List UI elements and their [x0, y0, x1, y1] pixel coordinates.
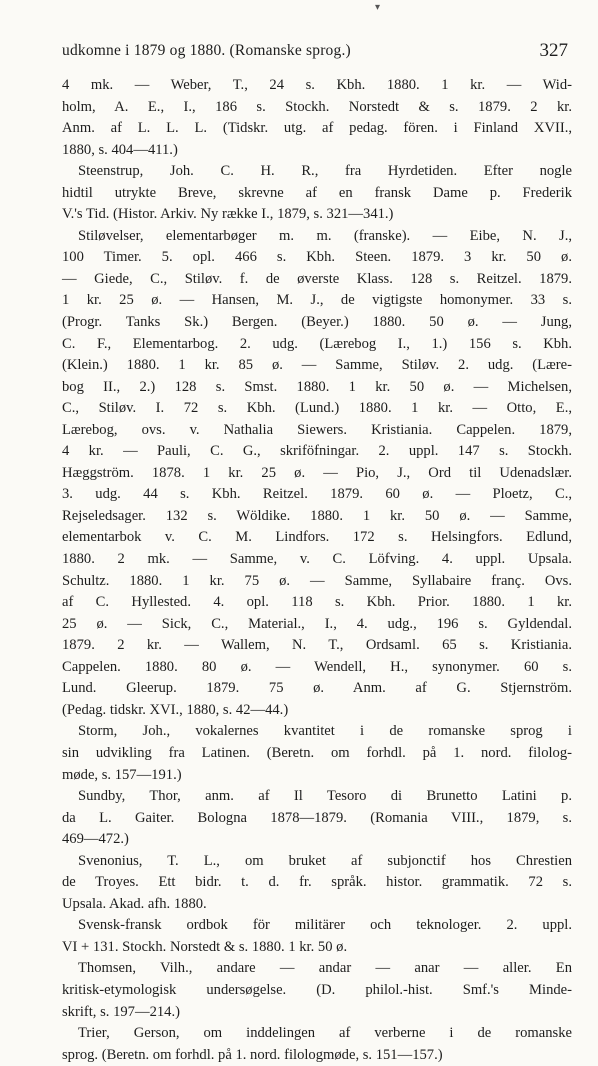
- text-line: Svensk-fransk ordbok för militärer och teknologer. 2. uppl.: [78, 917, 572, 934]
- text-line: 1880. 2 mk. — Samme, v. C. Löfving. 4. uppl. Upsala.: [62, 551, 572, 568]
- text-line: sin udvikling fra Latinen. (Beretn. om forhdl. på 1. nord. filolog-: [62, 744, 572, 761]
- text-line: 100 Timer. 5. opl. 466 s. Kbh. Steen. 1879. 3 kr. 50 ø.: [62, 249, 572, 266]
- text-line: Schultz. 1880. 1 kr. 75 ø. — Samme, Syllabaire franç. Ovs.: [62, 572, 572, 589]
- caret-mark-icon: ▾: [375, 2, 381, 13]
- text-line: elementarbok v. C. M. Lindfors. 172 s. Helsingfors. Edlund,: [62, 529, 572, 546]
- text-line: sprog. (Beretn. om forhdl. på 1. nord. filologmøde, s. 151—157.): [62, 1046, 443, 1063]
- text-line: skrift, s. 197—214.): [62, 1003, 180, 1020]
- text-line: Lærebog, ovs. v. Nathalia Siewers. Kristiania. Cappelen. 1879,: [62, 421, 572, 438]
- text-line: kritisk-etymologisk undersøgelse. (D. philol.-hist. Smf.'s Minde-: [62, 981, 572, 998]
- text-line: Upsala. Akad. afh. 1880.: [62, 895, 207, 912]
- text-line: 3. udg. 44 s. Kbh. Reitzel. 1879. 60 ø. — Ploetz, C.,: [62, 486, 572, 503]
- text-line: 25 ø. — Sick, C., Material., I., 4. udg., 196 s. Gyldendal.: [62, 615, 572, 632]
- text-line: Hæggström. 1878. 1 kr. 25 ø. — Pio, J., Ord til Udenadslær.: [62, 464, 572, 481]
- page-body: [62, 75, 572, 1066]
- text-line: Sundby, Thor, anm. af Il Tesoro di Brunetto Latini p.: [78, 788, 572, 805]
- text-line: V.'s Tid. (Histor. Arkiv. Ny række I., 1879, s. 321—341.): [62, 206, 394, 223]
- text-line: C. F., Elementarbog. 2. udg. (Lærebog I., 1.) 156 s. Kbh.: [62, 335, 572, 352]
- text-line: Steenstrup, Joh. C. H. R., fra Hyrdetiden. Efter nogle: [78, 163, 572, 180]
- text-line: Anm. af L. L. L. (Tidskr. utg. af pedag. fören. i Finland XVII.,: [62, 120, 572, 137]
- text-line: holm, A. E., I., 186 s. Stockh. Norstedt & s. 1879. 2 kr.: [62, 98, 572, 115]
- text-line: (Progr. Tanks Sk.) Bergen. (Beyer.) 1880. 50 ø. — Jung,: [62, 314, 572, 331]
- text-line: hidtil utrykte Breve, skrevne af en fransk Dame p. Frederik: [62, 184, 572, 201]
- text-line: VI + 131. Stockh. Norstedt & s. 1880. 1 kr. 50 ø.: [62, 938, 348, 955]
- text-line: — Giede, C., Stiløv. f. de øverste Klass. 128 s. Reitzel. 1879.: [62, 270, 572, 287]
- text-line: Svenonius, T. L., om bruket af subjonctif hos Chrestien: [78, 852, 572, 869]
- text-line: 4 mk. — Weber, T., 24 s. Kbh. 1880. 1 kr. — Wid-: [62, 77, 572, 93]
- text-line: 4 kr. — Pauli, C. G., skriföfningar. 2. uppl. 147 s. Stockh.: [62, 443, 572, 460]
- text-line: bog II., 2.) 128 s. Smst. 1880. 1 kr. 50 ø. — Michelsen,: [62, 378, 572, 395]
- text-line: Rejseledsager. 132 s. Wöldike. 1880. 1 kr. 50 ø. — Samme,: [62, 507, 572, 524]
- text-line: 1 kr. 25 ø. — Hansen, M. J., de vigtigste homonymer. 33 s.: [62, 292, 572, 309]
- text-line: Stiløvelser, elementarbøger m. m. (franske). — Eibe, N. J.,: [78, 227, 572, 244]
- text-line: (Pedag. tidskr. XVI., 1880, s. 42—44.): [62, 701, 289, 718]
- text-line: 1879. 2 kr. — Wallem, N. T., Ordsaml. 65 s. Kristiania.: [62, 637, 572, 654]
- running-title: udkomne i 1879 og 1880. (Romanske sprog.): [62, 42, 351, 59]
- text-line: 1880, s. 404—411.): [62, 141, 178, 158]
- text-line: da L. Gaiter. Bologna 1878—1879. (Romania VIII., 1879, s.: [62, 809, 572, 826]
- text-line: af C. Hyllested. 4. opl. 118 s. Kbh. Prior. 1880. 1 kr.: [62, 594, 572, 611]
- text-line: C., Stiløv. I. 72 s. Kbh. (Lund.) 1880. 1 kr. — Otto, E.,: [62, 400, 572, 417]
- text-line: de Troyes. Ett bidr. t. d. fr. språk. histor. grammatik. 72 s.: [62, 874, 572, 891]
- text-line: Lund. Gleerup. 1879. 75 ø. Anm. af G. Stjernström.: [62, 680, 572, 697]
- text-line: Thomsen, Vilh., andare — andar — anar — aller. En: [78, 960, 572, 977]
- running-header: [62, 42, 570, 64]
- text-line: Trier, Gerson, om inddelingen af verberne i de romanske: [78, 1025, 572, 1042]
- text-line: 469—472.): [62, 831, 129, 848]
- text-line: møde, s. 157—191.): [62, 766, 182, 783]
- page-number: 327: [539, 40, 568, 61]
- text-line: (Klein.) 1880. 1 kr. 85 ø. — Samme, Stiløv. 2. udg. (Lære-: [62, 357, 572, 374]
- text-line: Storm, Joh., vokalernes kvantitet i de romanske sprog i: [78, 723, 572, 740]
- text-line: Cappelen. 1880. 80 ø. — Wendell, H., synonymer. 60 s.: [62, 658, 572, 675]
